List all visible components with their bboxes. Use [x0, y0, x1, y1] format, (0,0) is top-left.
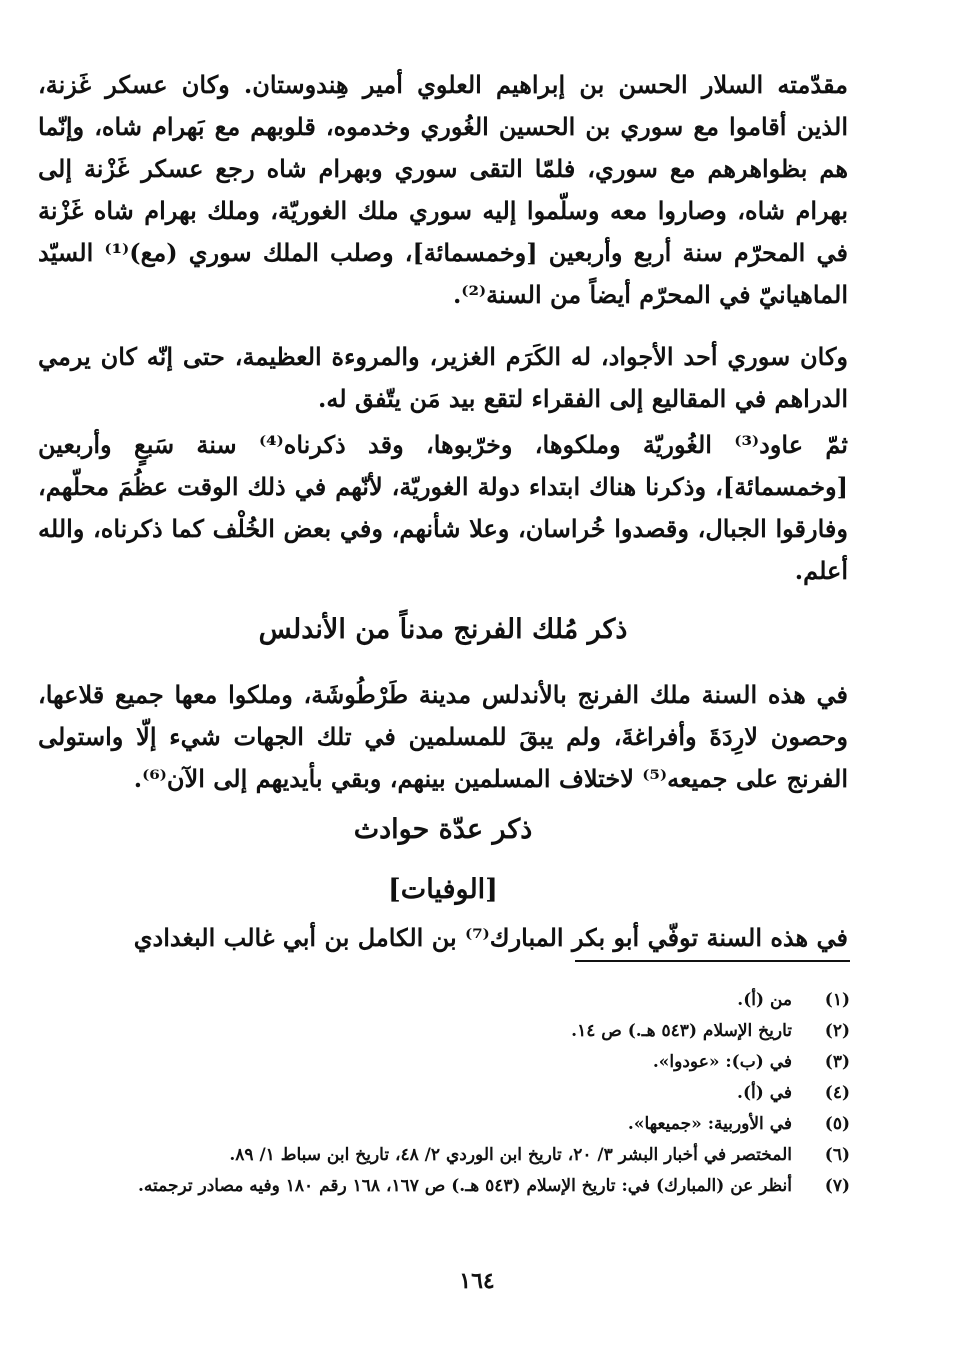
footnote-item: [40, 1109, 850, 1140]
footnote-number: (٢): [824, 1021, 850, 1041]
heading-several-events: ذكر عدّة حوادث: [353, 814, 533, 846]
footnote-item: [40, 985, 850, 1016]
heading-franks-andalus: ذكر مُلك الفرنج مدناً من الأندلس: [258, 614, 628, 646]
footnote-number: (١): [824, 990, 850, 1010]
heading-deaths: [الوفيات]: [388, 874, 498, 905]
paragraph-abu-bakr-death: في هذه السنة توفّي أبو بكر المبارك⁽⁷⁾ بن الكامل بن أبي غالب البغدادي: [133, 923, 848, 952]
footnote-text: في (ب): «عودوا».: [652, 1052, 792, 1072]
footnote-number: (٣): [824, 1052, 850, 1072]
footnote-item: [40, 1171, 850, 1202]
footnote-text: من (أ).: [737, 990, 792, 1010]
footnote-number: (٧): [824, 1176, 850, 1196]
footnote-item: [40, 1047, 850, 1078]
paragraph-ghurids-return: ثمّ عاود⁽³⁾ الغُوريّة وملكوها، وخرّبوها، وقد ذكرناه⁽⁴⁾ سنة سَبعٍ وأربعين [وخمسمائة]، وذكرنا هناك ابتداء دولة الغوريّة، لأنّهم في ذلك الوقت عظُمَ محلّهم، وفارقوا الجبال، وقصدوا خُراسان، وعلا شأنهم، وفي بعض الخُلْف كما ذكرناه، والله أعلم.: [38, 430, 848, 585]
page-number: ١٦٤: [459, 1268, 495, 1294]
footnotes-list: [40, 985, 850, 1202]
footnote-item: [40, 1016, 850, 1047]
paragraph-suri-generosity: وكان سوري أحد الأجواد، له الكَرَم الغزير، والمروءة العظيمة، حتى إنّه كان يرمي الدراهم في المقاليع إلى الفقراء لتقع بيد مَن يتّفق له.: [38, 342, 848, 413]
footnote-text: في الأوربية: «جميعها».: [627, 1114, 792, 1134]
paragraph-tortosa: في هذه السنة ملك الفرنج بالأندلس مدينة طَرْطُوشَة، وملكوا معها جميع قلاعها، وحصون لارِدَةَ وأفراغةَ، ولم يبقَ للمسلمين في تلك الجهات شيء إلّا واستولى الفرنج على جميعه⁽⁵⁾ لاختلاف المسلمين بينهم، وبقي بأيديهم إلى الآن⁽⁶⁾.: [38, 680, 848, 793]
footnote-number: (٤): [824, 1083, 850, 1103]
footnote-item: [40, 1078, 850, 1109]
footnote-text: في (أ).: [737, 1083, 792, 1103]
footnote-item: [40, 1140, 850, 1171]
footnote-number: (٥): [824, 1114, 850, 1134]
footnote-text: تاريخ الإسلام (٥٤٣ هـ.) ص ١٤.: [571, 1021, 792, 1041]
footnote-separator: [575, 960, 850, 962]
footnote-number: (٦): [824, 1145, 850, 1165]
footnote-text: المختصر في أخبار البشر ٣/ ٢٠، تاريخ ابن الوردي ٢/ ٤٨، تاريخ ابن سباط ١/ ٨٩.: [229, 1145, 792, 1165]
paragraph-bahram-shah: مقدّمته السلار الحسن بن إبراهيم العلوي أمير هِندوستان. وكان عسكر غَزنة، الذين أقاموا مع سوري بن الحسين الغُوري وخدموه، قلوبهم مع بَهرام شاه، وإنّما هم بظواهرهم مع سوري، فلمّا التقى سوري وبهرام شاه رجع عسكر غَزْنة إلى بهرام شاه، وصاروا معه وسلّموا إليه سوري ملك الغوريّة، وملك بهرام شاه غَزْنة في المحرّم سنة أربع وأربعين [وخمسمائة]، وصلب الملك سوري (مع)⁽¹⁾ السيّد الماهيانيّ في المحرّم أيضاً من السنة⁽²⁾.: [38, 70, 849, 309]
footnote-text: أنظر عن (المبارك) في: تاريخ الإسلام (٥٤٣ هـ.) ص ١٦٧، ١٦٨ رقم ١٨٠ وفيه مصادر ترجمته.: [137, 1176, 792, 1196]
